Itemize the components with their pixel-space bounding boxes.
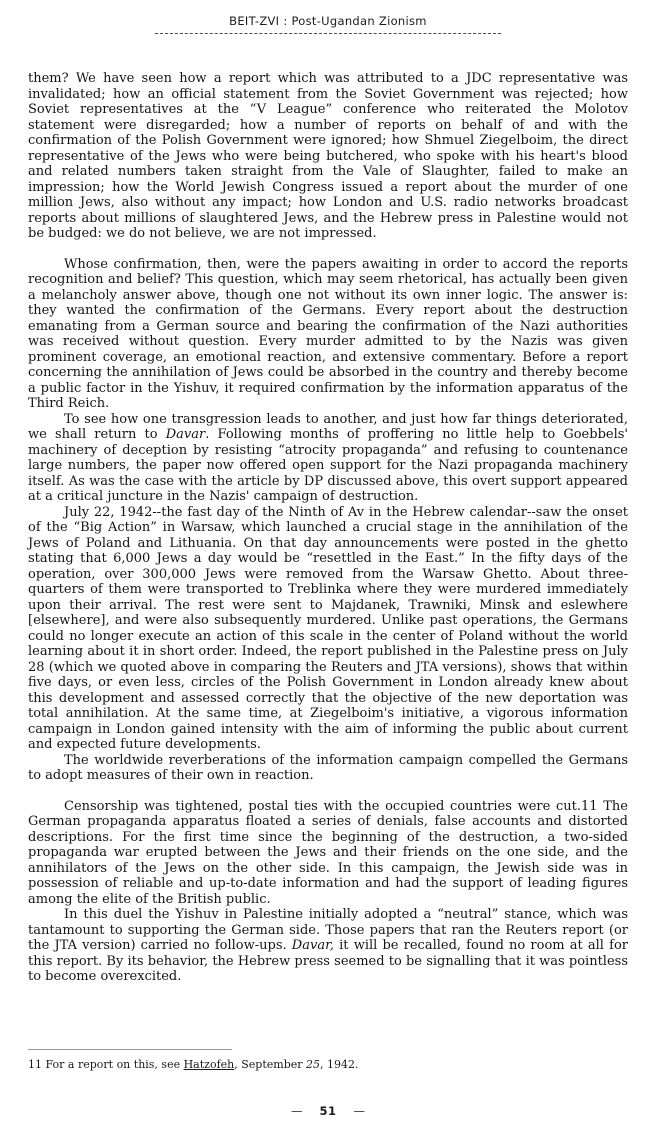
text-segment: The worldwide reverberations of the information campaign compelled the Germans to adopt measures of their own in reaction. <box>28 752 628 783</box>
footer-dash-right: — <box>353 1104 365 1118</box>
page-header <box>28 14 628 34</box>
text-segment: , 1942. <box>320 1058 359 1071</box>
page-footer <box>28 1104 628 1122</box>
body-text <box>28 71 628 985</box>
paragraph <box>28 257 628 412</box>
paragraph <box>28 71 628 242</box>
text-segment-italic: Davar <box>165 427 206 442</box>
text-segment-underline: Hatzofeh <box>183 1058 235 1071</box>
running-head-title: BEIT-ZVI : Post-Ugandan Zionism <box>229 14 427 28</box>
text-segment: Whose confirmation, then, were the papers awaiting in order to accord the reports recognition and belief? This question, which may seem rhetorical, has actually been given a melancholy answer above, though one not without its own inner logic. The answer is: they wanted the confirmation of the Germans. Every report about the destruction emanating from a German source and bearing the confirmation of the Nazi authorities was received without question. Every murder admitted to by the Nazis was given prominent coverage, an emotional reaction, and extensive commentary. Before a report concerning the annihilation of Jews could be absorbed in the country and thereby become a public factor in the Yishuv, it required confirmation by the information apparatus of the Third Reich. <box>28 256 628 411</box>
paragraph <box>28 799 628 908</box>
footnote-rule <box>28 1049 232 1050</box>
text-segment-italic: Davar, <box>291 938 334 953</box>
text-segment: July 22, 1942--the fast day of the Ninth of Av in the Hebrew calendar--saw the onset of the “Big Action” in Warsaw, which launched a crucial stage in the annihilation of the Jews of Poland and Lithuania. On that day announcements were posted in the ghetto stating that 6,000 Jews a day would be “resettled in the East.” In the fifty days of the operation, over 300,000 Jews were removed from the Warsaw Ghetto. About three-quarters of them were transported to Treblinka where they were murdered immediately upon their arrival. The rest were sent to Majdanek, Trawniki, Minsk and eslewhere [elsewhere], and were also subsequently murdered. Unlike past operations, the Germans could no longer execute an action of this scale in the center of Poland without the world learning about it in short order. Indeed, the report published in the Palestine press on July 28 (which we quoted above in comparing the Reuters and JTA versions), shows that within five days, or even less, circles of the Polish Government in London already knew about this development and assessed correctly that the objective of the new deportation was total annihilation. At the same time, at Ziegelboim's initiative, a vigorous information campaign in London gained intensity with the aim of informing the public about current and expected future developments. <box>28 504 628 752</box>
text-segment: Censorship was tightened, postal ties with the occupied countries were cut.11 The German propaganda apparatus floated a series of denials, false accounts and distorted descriptions. For the first time since the beginning of the destruction, a two-sided propaganda war erupted between the Jews and their friends on the one side, and the annihilators of the Jews on the other side. In this campaign, the Jewish side was in possession of reliable and up-to-date information and had the support of leading figures among the elite of the British public. <box>28 798 628 907</box>
paragraph <box>28 907 628 985</box>
page-number: 51 <box>319 1104 337 1118</box>
text-segment: To see how one transgression leads to another, and just how far things deteriorated, we shall return to <box>28 411 628 442</box>
footnote-area <box>28 1049 628 1072</box>
paragraph <box>28 753 628 784</box>
footnote <box>28 1058 628 1072</box>
text-segment: . Following months of proffering no little help to Goebbels' machinery of deception by resisting “atrocity propaganda” and refusing to countenance large numbers, the paper now offered open support for the Nazi propaganda machinery itself. As was the case with the article by DP discussed above, this overt support appeared at a critical juncture in the Nazis' campaign of destruction. <box>28 427 628 504</box>
text-segment-italic: 25 <box>306 1058 320 1071</box>
paragraph <box>28 505 628 753</box>
header-rule <box>155 33 501 34</box>
text-segment: it will be recalled, found no room at all for this report. By its behavior, the Hebrew press seemed to be signalling that it was pointless to become overexcited. <box>28 938 628 984</box>
text-segment: 11 For a report on this, see <box>28 1058 184 1071</box>
paragraph <box>28 412 628 505</box>
text-segment: In this duel the Yishuv in Palestine initially adopted a “neutral” stance, which was tantamount to supporting the German side. Those papers that ran the Reuters report (or the JTA version) carried no follow-ups. <box>28 907 628 953</box>
text-segment: them? We have seen how a report which was attributed to a JDC representative was invalidated; how an official statement from the Soviet Government was rejected; how Soviet representatives at the “V League” conference who reiterated the Molotov statement were disregarded; how a number of reports on behalf of and with the confirmation of the Polish Government were ignored; how Shmuel Ziegelboim, the direct representative of the Jews who were being butchered, who spoke with his heart's blood and related numbers taken straight from the Vale of Slaughter, failed to make an impression; how the World Jewish Congress issued a report about the murder of one million Jews, also without any impact; how London and U.S. radio networks broadcast reports about millions of slaughtered Jews, and the Hebrew press in Palestine would not be budged: we do not believe, we are not impressed. <box>28 71 628 241</box>
text-segment: , September <box>234 1058 306 1071</box>
footer-dash-left: — <box>290 1104 303 1118</box>
